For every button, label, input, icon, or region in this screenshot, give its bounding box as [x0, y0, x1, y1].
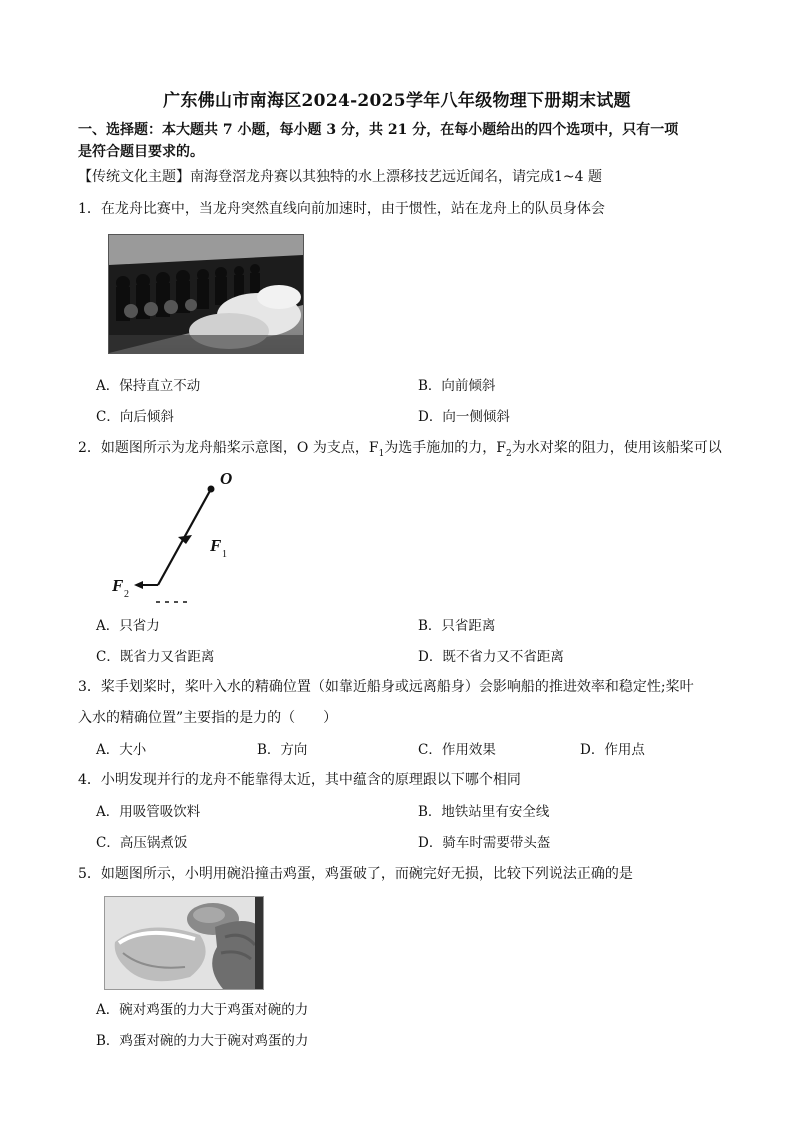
page-title: 广东佛山市南海区2024-2025学年八年级物理下册期末试题: [163, 91, 631, 111]
q2-option-c: C．既省力又省距离: [96, 649, 215, 665]
bowl-egg-photo-image: [105, 897, 263, 989]
q4-option-b: B．地铁站里有安全线: [418, 804, 550, 820]
label-f2-sub: 2: [124, 589, 129, 600]
q2-stem: [78, 437, 722, 459]
f2-arrowhead: [134, 581, 143, 589]
q4-option-a: A．用吸管吸饮料: [96, 804, 201, 820]
q3-option-a: A．大小: [96, 742, 147, 758]
label-f2: F: [112, 576, 124, 595]
label-f1-sub: 1: [222, 549, 227, 560]
q2-stem-part1: 2．如题图所示为龙舟船桨示意图，O 为支点，F: [78, 440, 379, 456]
q3-option-b: B．方向: [257, 742, 308, 758]
q3-option-c: C．作用效果: [418, 742, 496, 758]
q1-stem: 1．在龙舟比赛中，当龙舟突然直线向前加速时，由于惯性，站在龙舟上的队员身体会: [78, 201, 605, 217]
dragon-boat-photo: [108, 234, 304, 354]
pivot-point: [208, 486, 215, 493]
q5-option-b: B．鸡蛋对碗的力大于碗对鸡蛋的力: [96, 1033, 309, 1049]
section-heading-line2: 是符合题目要求的。: [78, 144, 204, 160]
q2-stem-sub2: 2: [506, 448, 512, 459]
f1-arrowhead: [178, 535, 192, 544]
bowl-egg-photo: [104, 896, 264, 990]
oar-diagram-svg: [100, 462, 250, 607]
q3-stem-line2: 入水的精确位置”主要指的是力的（ ）: [78, 710, 338, 726]
q2-option-d: D．既不省力又不省距离: [418, 649, 564, 665]
q5-stem: 5．如题图所示，小明用碗沿撞击鸡蛋，鸡蛋破了，而碗完好无损，比较下列说法正确的是: [78, 866, 633, 882]
section-heading-line1: 一、选择题：本大题共 7 小题，每小题 3 分，共 21 分，在每小题给出的四个选项中，只有一项: [78, 122, 679, 138]
label-f1: F: [210, 536, 222, 555]
label-o: O: [220, 469, 233, 488]
q1-option-a: A．保持直立不动: [96, 378, 201, 394]
q5-option-a: A．碗对鸡蛋的力大于鸡蛋对碗的力: [96, 1002, 309, 1018]
q4-option-d: D．骑车时需要带头盔: [418, 835, 551, 851]
q3-stem-line1: 3．桨手划桨时，桨叶入水的精确位置（如靠近船身或远离船身）会影响船的推进效率和稳定性;桨叶: [78, 679, 694, 695]
q2-stem-part2: 为选手施加的力，F: [384, 440, 507, 456]
q3-option-d: D．作用点: [580, 742, 645, 758]
q4-option-c: C．高压锅煮饭: [96, 835, 188, 851]
oar-diagram: [100, 462, 250, 607]
dragon-boat-photo-image: [109, 235, 303, 353]
q1-option-b: B．向前倾斜: [418, 378, 496, 394]
q2-stem-part3: 为水对桨的阻力，使用该船桨可以: [511, 440, 722, 456]
q2-stem-sub1: 1: [378, 448, 385, 459]
q2-option-a: A．只省力: [96, 618, 160, 634]
q2-option-b: B．只省距离: [418, 618, 496, 634]
q1-option-d: D．向一侧倾斜: [418, 409, 510, 425]
theme-intro: 【传统文化主题】南海登滘龙舟赛以其独特的水上漂移技艺远近闻名，请完成1~4 题: [78, 169, 602, 185]
q4-stem: 4．小明发现并行的龙舟不能靠得太近，其中蕴含的原理跟以下哪个相同: [78, 772, 521, 788]
q1-option-c: C．向后倾斜: [96, 409, 174, 425]
